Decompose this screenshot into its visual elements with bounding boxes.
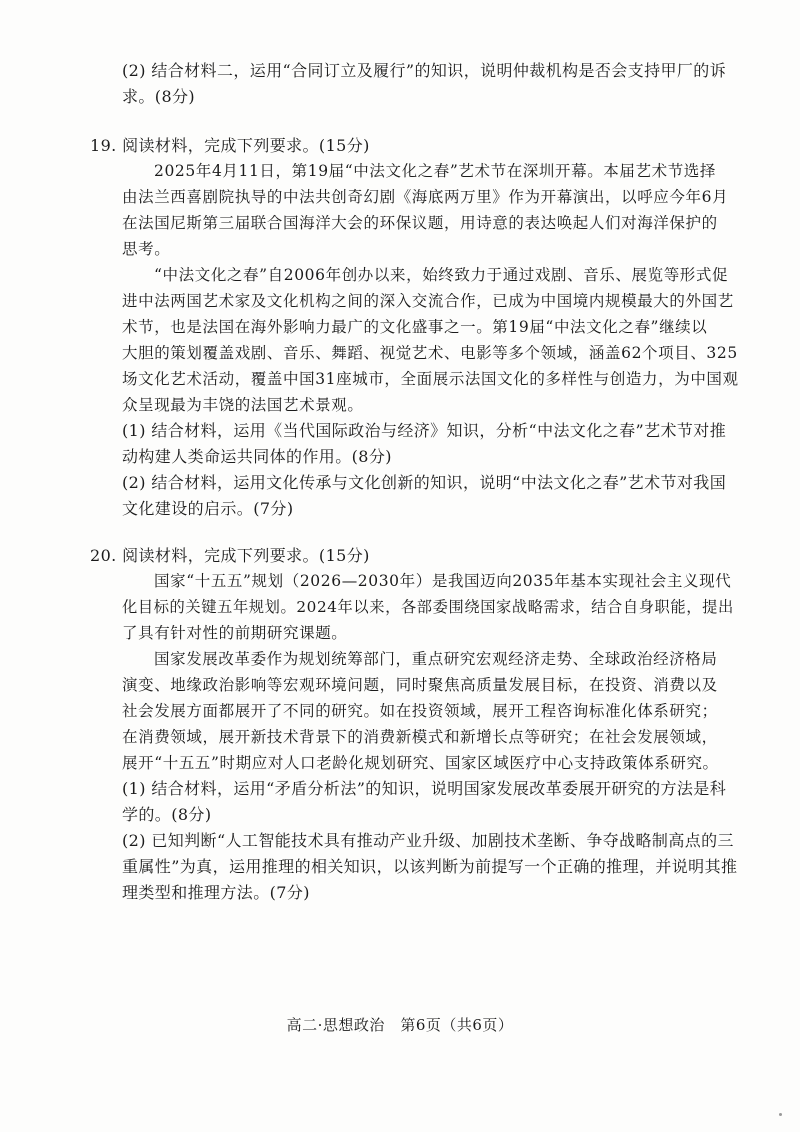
scan-speck [779,1113,782,1116]
q20-para1-line1: 国家“十五五”规划（2026—2030年）是我国迈向2035年基本实现社会主义现代 [154,572,732,590]
q19-sub1-line1: (1) 结合材料，运用《当代国际政治与经济》知识，分析“中法文化之春”艺术节对推 [122,421,727,440]
q19-para2-line6: 众呈现最为丰饶的法国艺术景观。 [122,396,364,414]
q19-para1-line4: 思考。 [122,240,171,258]
q20-heading: 20. 阅读材料，完成下列要求。(15分) [90,546,370,565]
q20-sub2-line3: 理类型和推理方法。(7分) [122,883,310,902]
q20-para1-line2: 化目标的关键五年规划。2024年以来，各部委围绕国家战略需求，结合自身职能，提出 [122,598,734,616]
q19-heading: 19. 阅读材料，完成下列要求。(15分) [90,136,370,155]
q20-para1-line3: 了具有针对性的前期研究课题。 [122,624,348,642]
q19-sub2-line2: 文化建设的启示。(7分) [122,499,294,518]
q20-sub2-line2: 重属性”为真，运用推理的相关知识，以该判断为前提写一个正确的推理，并说明其推 [122,857,738,876]
q19-para2-line4: 大胆的策划覆盖戏剧、音乐、舞蹈、视觉艺术、电影等多个领域，涵盖62个项目、325 [122,344,738,362]
q20-sub1-line2: 学的。(8分) [122,805,212,824]
q20-para2-line5: 展开“十五五”时期应对人口老龄化规划研究、国家区域医疗中心支持政策体系研究。 [122,754,719,772]
q19-para1-line1: 2025年4月11日，第19届“中法文化之春”艺术节在深圳开幕。本届艺术节选择 [154,162,717,180]
q19-para2-line1: “中法文化之春”自2006年创办以来，始终致力于通过戏剧、音乐、展览等形式促 [154,266,729,284]
q18-sub2-line2: 求。(8分) [122,87,196,106]
q19-para2-line3: 术节，也是法国在海外影响力最广的文化盛事之一。第19届“中法文化之春”继续以 [122,318,708,336]
q19-para2-line5: 场文化艺术活动，覆盖中国31座城市，全面展示法国文化的多样性与创造力，为中国观 [122,370,739,388]
q19-para1-line2: 由法兰西喜剧院执导的中法共创奇幻剧《海底两万里》作为开幕演出，以呼应今年6月 [122,188,729,206]
q18-sub2-line1: (2) 结合材料二，运用“合同订立及履行”的知识，说明仲裁机构是否会支持甲厂的诉 [122,61,727,80]
q20-para2-line2: 演变、地缘政治影响等宏观环境问题，同时聚焦高质量发展目标，在投资、消费以及 [122,676,718,694]
q19-sub2-line1: (2) 结合材料，运用文化传承与文化创新的知识，说明“中法文化之春”艺术节对我国 [122,473,727,492]
q20-para2-line1: 国家发展改革委作为规划统筹部门，重点研究宏观经济走势、全球政治经济格局 [154,650,718,668]
q20-sub2-line1: (2) 已知判断“人工智能技术具有推动产业升级、加剧技术垄断、争夺战略制高点的三 [122,831,734,850]
q20-para2-line4: 在消费领域，展开新技术背景下的消费新模式和新增长点等研究；在社会发展领域， [122,728,718,746]
page-footer: 高二·思想政治 第6页（共6页） [286,1016,514,1034]
q19-sub1-line2: 动构建人类命运共同体的作用。(8分) [122,447,392,466]
q19-para2-line2: 进中法两国艺术家及文化机构之间的深入交流合作，已成为中国境内规模最大的外国艺 [122,292,734,310]
q20-para2-line3: 社会发展方面都展开了不同的研究。如在投资领域，展开工程咨询标准化体系研究； [122,702,718,720]
q19-para1-line3: 在法国尼斯第三届联合国海洋大会的环保议题，用诗意的表达唤起人们对海洋保护的 [122,214,718,232]
q20-sub1-line1: (1) 结合材料，运用“矛盾分析法”的知识，说明国家发展改革委展开研究的方法是科 [122,779,727,798]
